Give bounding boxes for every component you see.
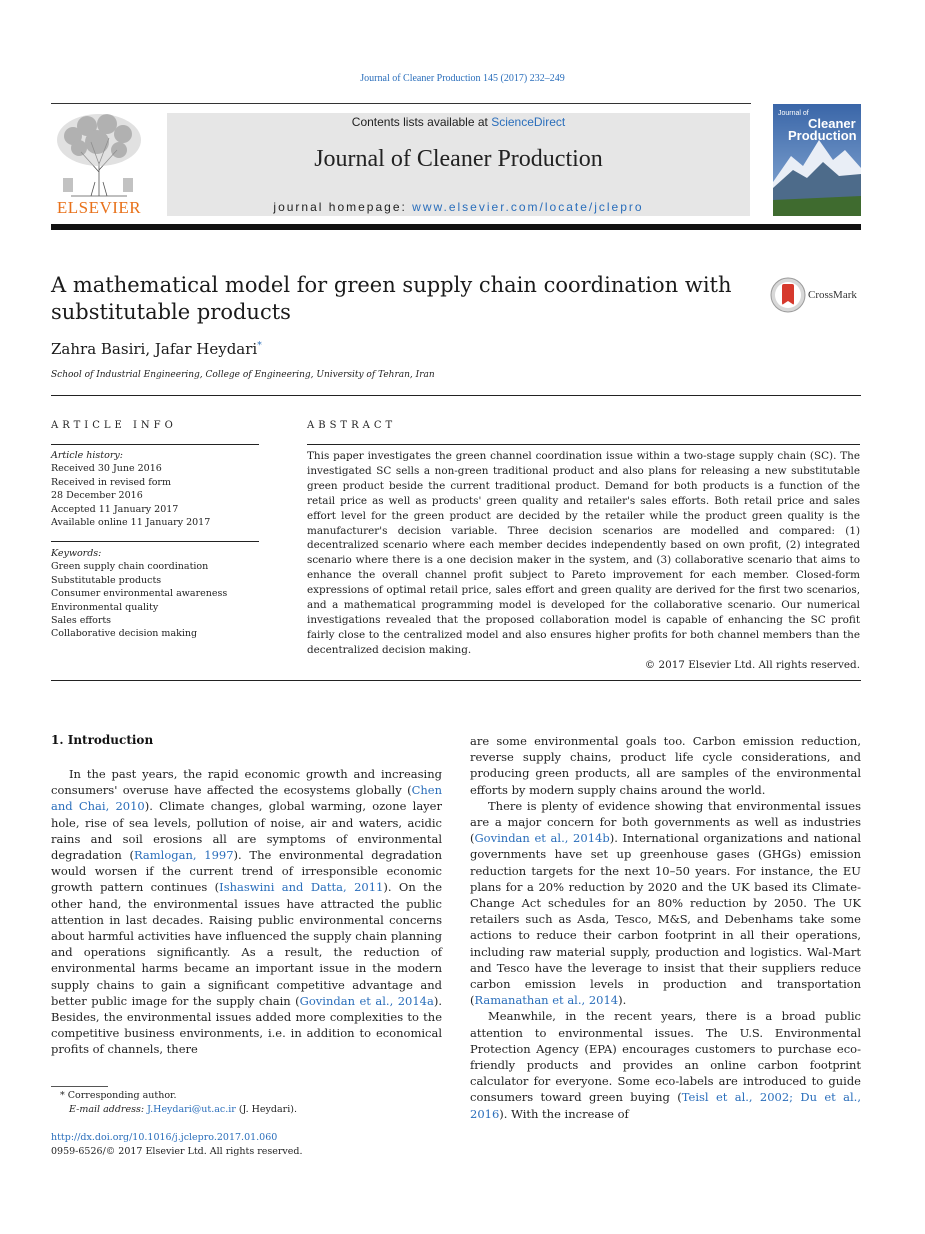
doi-link[interactable]: http://dx.doi.org/10.1016/j.jclepro.2017.01.060 — [51, 1132, 278, 1143]
history-item: 28 December 2016 — [51, 490, 143, 502]
contents-line — [167, 115, 750, 129]
abstract-heading: ABSTRACT — [307, 420, 397, 431]
paragraph: In the past years, the rapid economic growth and increasing consumers' overuse have affected the ecosystems globally (Chen and Chai, 2010). Climate changes, global warming, ozone layer hole, rise of sea levels, pollution of noise, air and waters, acidic rains and soil erosions all are symptoms of environmental degradation (Ramlogan, 1997). The environmental degradation would worsen if the current trend of irresponsible economic growth pattern continues (Ishaswini and Datta, 2011). On the other hand, the environmental issues have attracted the public attention in last decades. Raising public environmental concerns about harmful activities have influenced the supply chain planning and operations significantly. As a result, the reduction of environmental harms became an important issue in the modern supply chains to gain a significant competitive advantage and better public image for the supply chain (Govindan et al., 2014a). Besides, the environmental issues added more complexities to the competitive business environments, i.e. in addition to economical profits of channels, there — [51, 767, 443, 1057]
introduction-heading: 1. Introduction — [51, 733, 154, 747]
paragraph: There is plenty of evidence showing that environmental issues are a major concern for both governments as well as industries (Govindan et al., 2014b). International organizations and national governments have set up greenhouse gases (GHGs) emission reduction targets for the next 10–50 years. For instance, the EU plans for a 20% reduction by 2020 and the UK based its Climate-Change Act schedules for an 80% reduction by 2050. The UK retailers such as Asda, Tesco, M&S, and Debenhams take some actions to reduce their carbon footprint in all their operations, including raw material supply, production and logistics. Wal-Mart and Tesco have the leverage to insist that their suppliers reduce carbon emission levels in production and transportation (Ramanathan et al., 2014). — [470, 798, 861, 1008]
reference-link[interactable]: Govindan et al., 2014a — [299, 993, 434, 1008]
history-label: Article history: — [51, 450, 123, 461]
corresponding-author-mark[interactable]: * — [257, 341, 262, 351]
reference-link[interactable]: Ishaswini and Datta, 2011 — [219, 880, 384, 895]
history-item: Received in revised form — [51, 476, 171, 488]
footnote-rule — [51, 1086, 108, 1087]
crossmark-icon — [770, 277, 806, 313]
footnote-label: Corresponding author. — [67, 1090, 177, 1101]
reference-link[interactable]: Govindan et al., 2014b — [474, 831, 610, 846]
reference-link[interactable]: Teisl et al., 2002; Du et al., 2016 — [470, 1090, 861, 1121]
journal-name: Journal of Cleaner Production — [314, 146, 603, 172]
cover-small-title: Journal of — [778, 110, 809, 117]
crossmark-label: CrossMark — [808, 289, 857, 301]
abstract-copyright: © 2017 Elsevier Ltd. All rights reserved. — [644, 658, 860, 671]
email-link[interactable]: J.Heydari@ut.ac.ir — [147, 1103, 236, 1115]
author-names: Zahra Basiri, Jafar Heydari — [51, 340, 258, 358]
affiliation: School of Industrial Engineering, College of Engineering, University of Tehran, Iran — [51, 370, 435, 380]
affiliation-rule — [51, 395, 861, 396]
article-info-rule — [51, 444, 259, 445]
homepage-link[interactable]: www.elsevier.com/locate/jclepro — [412, 200, 644, 214]
journal-citation[interactable]: Journal of Cleaner Production 145 (2017) 232–249 — [360, 73, 565, 84]
footnote — [51, 1089, 451, 1116]
keyword-item: Sales efforts — [51, 615, 112, 627]
history-item: Available online 11 January 2017 — [51, 517, 211, 529]
header-thick-rule — [51, 224, 861, 230]
abstract-text: This paper investigates the green channel coordination issue within a two-stage supply chain (SC). The investigated SC sells a non-green traditional product and also plans for releasing a new substitutable green product beside the current traditional product. Demand for both products is a function of the retail price as well as products' green quality and retailer's sales efforts. Both retail price and sales effort level for the green product are decided by the retailer while the product green quality is the manufacturer's decision variable. Three decision scenarios are modelled and compared: (1) decentralized scenario where each member decides independently based on own profit, (2) integrated scenario where there is a one decision maker in the system, and (3) collaborative scenario that aims to enhance the overall channel profit subject to Pareto improvement for each member. Closed-form expressions of optimal retail price, sales effort and green quality are derived for the first two scenarios, and a mathematical programming model is developed for the collaborative scenario. Our numerical investigations revealed that the proposed collaboration model is capable of enhancing the SC profit fairly close to the centralized model and also ensures higher profits for both channel members than the decentralized decision making. — [307, 450, 860, 656]
keywords-block — [51, 547, 261, 641]
keyword-item: Collaborative decision making — [51, 628, 198, 640]
sciencedirect-link[interactable]: ScienceDirect — [491, 115, 566, 129]
publication-info — [51, 1131, 451, 1158]
publisher-wordmark: ELSEVIER — [56, 198, 142, 217]
keywords-rule — [51, 541, 259, 542]
email-label: E-mail address: — [69, 1103, 145, 1115]
keywords-label: Keywords: — [51, 548, 102, 559]
authors — [51, 340, 262, 358]
abstract-bottom-rule — [51, 680, 861, 681]
history-item: Accepted 11 January 2017 — [51, 503, 179, 515]
keyword-item: Environmental quality — [51, 601, 159, 613]
crossmark-badge[interactable] — [770, 277, 865, 315]
intro-right-column — [470, 733, 861, 1122]
cover-title-line1: Cleaner — [808, 116, 856, 131]
header-rule — [51, 103, 751, 104]
article-info-heading: ARTICLE INFO — [51, 420, 177, 431]
reference-link[interactable]: Chen and Chai, 2010 — [51, 783, 442, 814]
article-title: A mathematical model for green supply chain coordination with substitutable products — [51, 273, 732, 324]
homepage-line — [167, 200, 750, 214]
email-suffix: (J. Heydari). — [235, 1103, 297, 1115]
cover-title-line2: Production — [788, 128, 857, 143]
reference-link[interactable]: Ramlogan, 1997 — [133, 848, 234, 863]
reference-link[interactable]: Ramanathan et al., 2014 — [474, 993, 619, 1008]
history-item: Received 30 June 2016 — [51, 463, 162, 475]
paragraph: are some environmental goals too. Carbon emission reduction, reverse supply chains, product life cycle considerations, and producing green products, all are samples of the environmental efforts by modern supply chains around the world. — [470, 734, 861, 797]
paragraph: Meanwhile, in the recent years, there is a broad public attention to environmental issues. The U.S. Environmental Protection Agency (EPA) encourages customers to purchase eco-friendly products and provides an online carbon footprint calculator for everyone. Some eco-labels are introduced to guide consumers toward green buying (Teisl et al., 2002; Du et al., 2016). With the increase of — [470, 1009, 861, 1121]
keyword-item: Green supply chain coordination — [51, 561, 209, 573]
keyword-item: Substitutable products — [51, 574, 162, 586]
footnote-mark: * — [60, 1090, 65, 1101]
intro-left-column — [51, 766, 442, 1058]
issn-line: 0959-6526/© 2017 Elsevier Ltd. All rights reserved. — [51, 1145, 303, 1157]
abstract-block — [307, 449, 860, 673]
homepage-prefix: journal homepage: — [273, 200, 413, 214]
contents-prefix: Contents lists available at — [351, 115, 492, 129]
keyword-item: Consumer environmental awareness — [51, 588, 228, 600]
abstract-rule — [307, 444, 860, 445]
article-history — [51, 449, 261, 529]
